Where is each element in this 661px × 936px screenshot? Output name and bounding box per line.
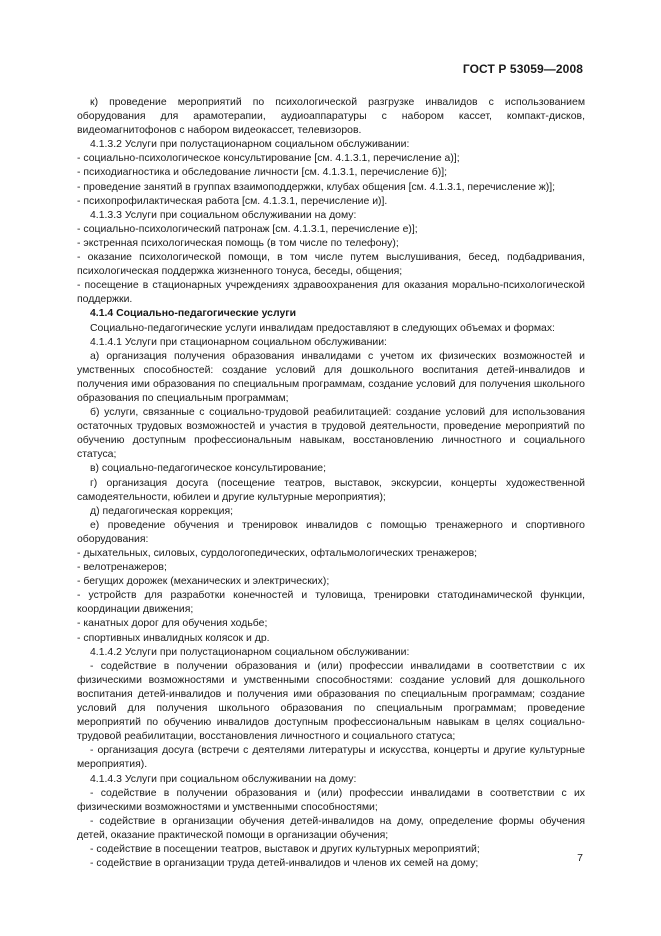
paragraph: 4.1.4.1 Услуги при стационарном социальном обслуживании:	[90, 336, 387, 348]
paragraph: - содействие в организации труда детей-инвалидов и членов их семей на дому;	[90, 858, 479, 870]
paragraph: - содействие в организации обучения детей-инвалидов на дому, определение формы обучения детей, оказание практической помощи в организации обучения;	[77, 815, 585, 841]
section-heading: 4.1.4 Социально-педагогические услуги	[90, 308, 297, 320]
paragraph: 4.1.3.2 Услуги при полустационарном социальном обслуживании:	[90, 139, 410, 151]
paragraph: - содействие в получении образования и (или) профессии инвалидами в соответствии с их физическими возможностями и умственными способностями: создание условий для дошкольного воспитания детей-инвалидов и получения ими образования по специальным программам; создание условий для получения школьного образования по специальным программам; проведение мероприятий по обучению инвалидов доступным профессиональным навыкам в целях социально-трудовой реабилитации, восстановления личностного и социального статуса;	[77, 660, 585, 743]
paragraph: - посещение в стационарных учреждениях здравоохранения для оказания морально-психологической поддержки.	[77, 280, 585, 306]
paragraph: - содействие в получении образования и (или) профессии инвалидами в соответствии с их физическими возможностями и умственными способностями;	[77, 787, 585, 813]
paragraph: - экстренная психологическая помощь (в том числе по телефону);	[77, 237, 399, 249]
paragraph: д) педагогическая коррекция;	[90, 505, 234, 517]
page-number: 7	[577, 852, 583, 864]
standard-number-header: ГОСТ Р 53059—2008	[462, 62, 583, 76]
paragraph: - содействие в посещении театров, выставок и других культурных мероприятий;	[90, 843, 480, 855]
paragraph: - велотренажеров;	[77, 562, 167, 574]
paragraph: е) проведение обучения и тренировок инвалидов с помощью тренажерного и спортивного оборудования:	[77, 519, 585, 545]
paragraph: - оказание психологической помощи, в том числе путем выслушивания, бесед, подбадривания, психологическая поддержка жизненного тонуса, беседы, общения;	[77, 252, 585, 278]
paragraph: - проведение занятий в группах взаимоподдержки, клубах общения [см. 4.1.3.1, перечисление ж)];	[77, 181, 556, 193]
paragraph: - канатных дорог для обучения ходьбе;	[77, 618, 268, 630]
paragraph: - психодиагностика и обследование личности [см. 4.1.3.1, перечисление б)];	[77, 167, 448, 179]
paragraph: - психопрофилактическая работа [см. 4.1.3.1, перечисление и)].	[77, 195, 388, 207]
paragraph: - дыхательных, силовых, сурдологопедических, офтальмологических тренажеров;	[77, 548, 478, 559]
paragraph: 4.1.4.3 Услуги при социальном обслуживании на дому:	[90, 773, 357, 785]
paragraph: - спортивных инвалидных колясок и др.	[77, 632, 270, 644]
paragraph: к) проведение мероприятий по психологической разгрузке инвалидов с использованием оборудования для арамотерапии, аудиоаппаратуры с набором кассет, компакт-дисков, видеомагнитофонов с набором видеокассет, телевизоров.	[77, 97, 585, 137]
paragraph: б) услуги, связанные с социально-трудовой реабилитацией: создание условий для использования остаточных трудовых возможностей и участия в трудовой деятельности, проведение мероприятий по обучению доступным профессиональным навыкам, восстановлению личностного и социального статуса;	[77, 407, 585, 461]
paragraph: 4.1.4.2 Услуги при полустационарном социальном обслуживании:	[90, 646, 410, 658]
paragraph: - бегущих дорожек (механических и электрических);	[77, 576, 330, 588]
paragraph: 4.1.3.3 Услуги при социальном обслуживании на дому:	[90, 209, 357, 221]
paragraph: - устройств для разработки конечностей и туловища, тренировки статодинамической функции, координации движения;	[77, 590, 585, 616]
paragraph: в) социально-педагогическое консультирование;	[90, 463, 326, 475]
paragraph: а) организация получения образования инвалидами с учетом их физических возможностей и умственных способностей: создание условий для дошкольного воспитания детей-инвалидов и получения ими образования по специальным программам, создание условий для получения школьного образования по специальным программам;	[77, 350, 585, 404]
paragraph: - социально-психологическое консультирование [см. 4.1.3.1, перечисление а)];	[77, 153, 460, 165]
paragraph: - социально-психологический патронаж [см. 4.1.3.1, перечисление е)];	[77, 223, 418, 235]
document-body	[77, 96, 585, 871]
paragraph: г) организация досуга (посещение театров, выставок, экскурсии, концерты художественной самодеятельности, юбилеи и другие культурные мероприятия);	[77, 477, 585, 503]
paragraph: Социально-педагогические услуги инвалидам предоставляют в следующих объемах и формах:	[90, 322, 555, 334]
paragraph: - организация досуга (встречи с деятелями литературы и искусства, концерты и другие культурные мероприятия).	[77, 745, 585, 771]
